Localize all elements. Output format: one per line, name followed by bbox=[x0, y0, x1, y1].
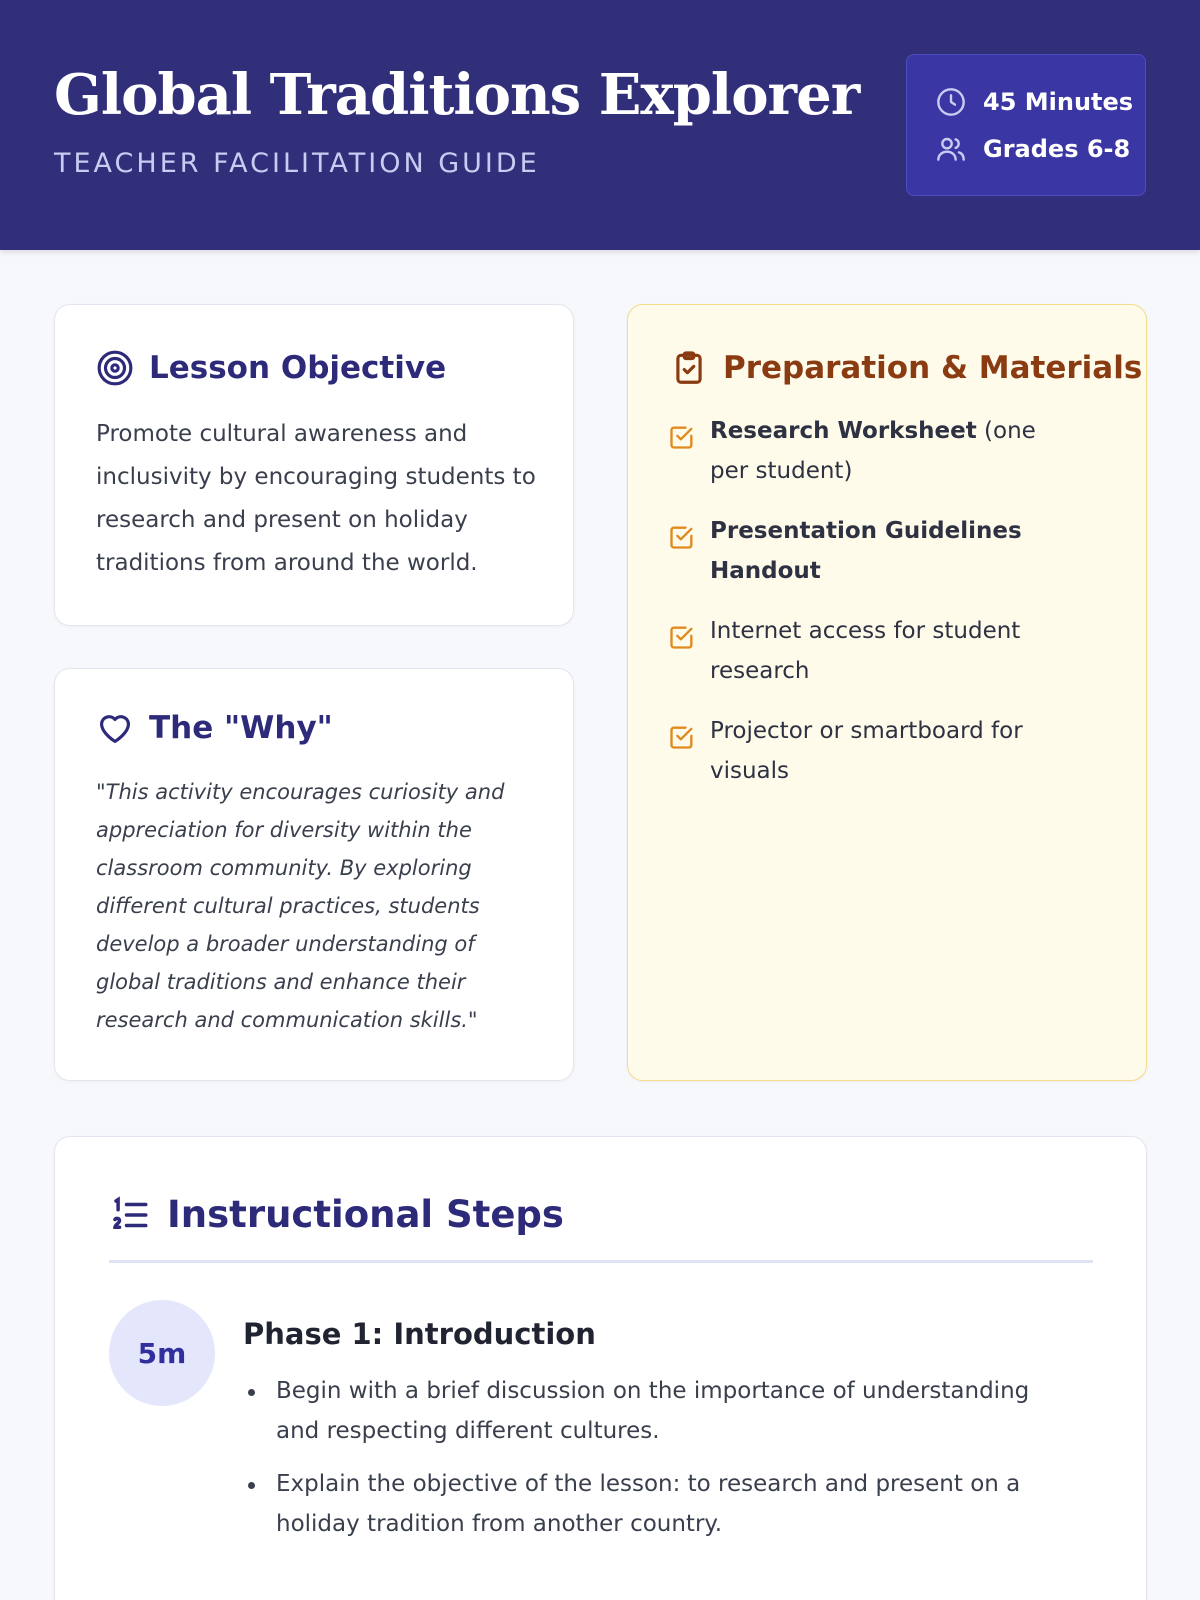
why-heading bbox=[96, 709, 333, 747]
material-item-bold: Research Worksheet bbox=[710, 418, 977, 444]
grades-text: Grades 6-8 bbox=[983, 135, 1131, 163]
clipboard-check-icon bbox=[670, 349, 708, 387]
instructional-steps-title: Instructional Steps bbox=[167, 1193, 564, 1236]
checkbox-checked-icon bbox=[668, 523, 696, 551]
material-item bbox=[668, 711, 1078, 791]
preparation-card bbox=[627, 304, 1147, 1081]
page-header bbox=[0, 0, 1200, 250]
grades-row bbox=[935, 132, 1130, 166]
page-subtitle: TEACHER FACILITATION GUIDE bbox=[54, 148, 540, 179]
users-icon bbox=[935, 133, 967, 165]
why-title: The "Why" bbox=[149, 710, 333, 746]
phase-duration-badge: 5m bbox=[109, 1300, 215, 1406]
lesson-meta-box bbox=[906, 54, 1146, 196]
phase-bullet: Explain the objective of the lesson: to research and present on a holiday tradition from another country. bbox=[243, 1464, 1063, 1544]
phase-bullet-list bbox=[243, 1371, 1063, 1557]
lesson-objective-card bbox=[54, 304, 574, 626]
preparation-heading bbox=[670, 349, 1142, 387]
material-item bbox=[668, 611, 1078, 691]
duration-row bbox=[935, 85, 1133, 119]
section-divider bbox=[109, 1260, 1093, 1263]
checkbox-checked-icon bbox=[668, 423, 696, 451]
why-quote: "This activity encourages curiosity and appreciation for diversity within the classroom community. By exploring different cultural practices, students develop a broader understanding of global traditions and enhance their research and communication skills." bbox=[96, 780, 505, 1032]
material-item-bold: Presentation Guidelines Handout bbox=[710, 518, 1022, 584]
lesson-objective-heading bbox=[96, 349, 446, 387]
lesson-objective-text: Promote cultural awareness and inclusivity by encouraging students to research and present on holiday traditions from around the world. bbox=[96, 421, 536, 576]
material-item bbox=[668, 511, 1078, 591]
phase-title: Phase 1: Introduction bbox=[243, 1317, 596, 1351]
phase-bullet: Begin with a brief discussion on the importance of understanding and respecting different cultures. bbox=[243, 1371, 1063, 1451]
material-item-text: Projector or smartboard for visuals bbox=[710, 718, 1023, 784]
lesson-objective-title: Lesson Objective bbox=[149, 350, 447, 386]
checkbox-checked-icon bbox=[668, 723, 696, 751]
page-title: Global Traditions Explorer bbox=[54, 62, 860, 128]
material-item-text: (one per student) bbox=[710, 418, 1036, 484]
why-card bbox=[54, 668, 574, 1081]
clock-icon bbox=[935, 86, 967, 118]
heart-icon bbox=[96, 709, 134, 747]
target-icon bbox=[96, 349, 134, 387]
duration-text: 45 Minutes bbox=[983, 88, 1134, 116]
instructional-steps-heading bbox=[109, 1193, 564, 1236]
preparation-title: Preparation & Materials bbox=[723, 350, 1143, 386]
checkbox-checked-icon bbox=[668, 623, 696, 651]
instructional-steps-card bbox=[54, 1136, 1147, 1600]
numbered-list-icon bbox=[109, 1194, 151, 1236]
material-item-text: Internet access for student research bbox=[710, 618, 1021, 684]
material-item bbox=[668, 411, 1078, 491]
